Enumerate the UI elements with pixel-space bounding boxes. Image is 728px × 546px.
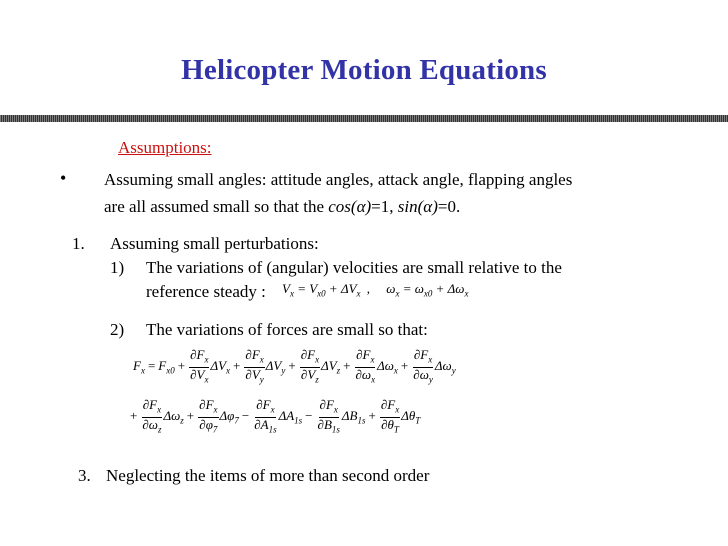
- item1-text: Assuming small perturbations:: [110, 234, 319, 253]
- small-angles-line1: Assuming small angles: attitude angles, attack angle, flapping angles: [104, 170, 573, 189]
- bullet-symbol: •: [60, 168, 67, 188]
- item3-text: Neglecting the items of more than second order: [106, 466, 430, 485]
- sin-equals: =0.: [437, 197, 461, 216]
- sub2-text: The variations of forces are small so that:: [146, 320, 428, 339]
- small-angles-prefix: are all assumed small so that the: [104, 197, 329, 216]
- item3-number: 3.: [78, 466, 91, 485]
- force-equation-line2: + $\frac{\partial F_x}{\partial\omega_z}$ $\Delta\omega_z$ + $\frac{\partial F_x}{\partial\varphi_7}$ $\Delta\varphi_7$ − $\frac{\partial F_x}{\partial A_{1s}}$ $\Delta A_{1s}$ − $\frac{\partial F_x}{\partial B_{1s}}$ $\Delta B_{1s}$ + $\frac{\partial F_x}{\partial\theta_T}$ $\Delta\theta_T$: [130, 397, 421, 435]
- cos-expression: cos(α): [328, 197, 372, 216]
- assumptions-heading: Assumptions:: [118, 138, 212, 157]
- title-divider: [0, 115, 728, 122]
- small-angles-line2: [104, 195, 460, 218]
- sin-expression: sin(α): [397, 197, 438, 216]
- force-equation-line1: $F_x = F_{x0}$ + $\frac{\partial F_x}{\partial V_x}$ $\Delta V_x$ + $\frac{\partial F_x}{\partial V_y}$ $\Delta V_y$ + $\frac{\partial F_x}{\partial V_z}$ $\Delta V_z$ + $\frac{\partial F_x}{\partial\omega_x}$ $\Delta\omega_x$ + $\frac{\partial F_x}{\partial\omega_y}$ $\Delta\omega_y$: [133, 347, 456, 385]
- page-title: Helicopter Motion Equations: [181, 54, 547, 86]
- velocity-equation: $V_x = V_{x0} + \Delta V_x$ , $\omega_x = \omega_{x0} + \Delta\omega_x$: [282, 281, 469, 299]
- sub2-number: 2): [110, 320, 125, 339]
- sub1-line1: The variations of (angular) velocities are small relative to the: [146, 258, 562, 277]
- item1-number: 1.: [72, 234, 85, 253]
- cos-equals: =1,: [371, 197, 398, 216]
- sub1-line2: reference steady :: [146, 282, 266, 301]
- sub1-number: 1): [110, 258, 125, 277]
